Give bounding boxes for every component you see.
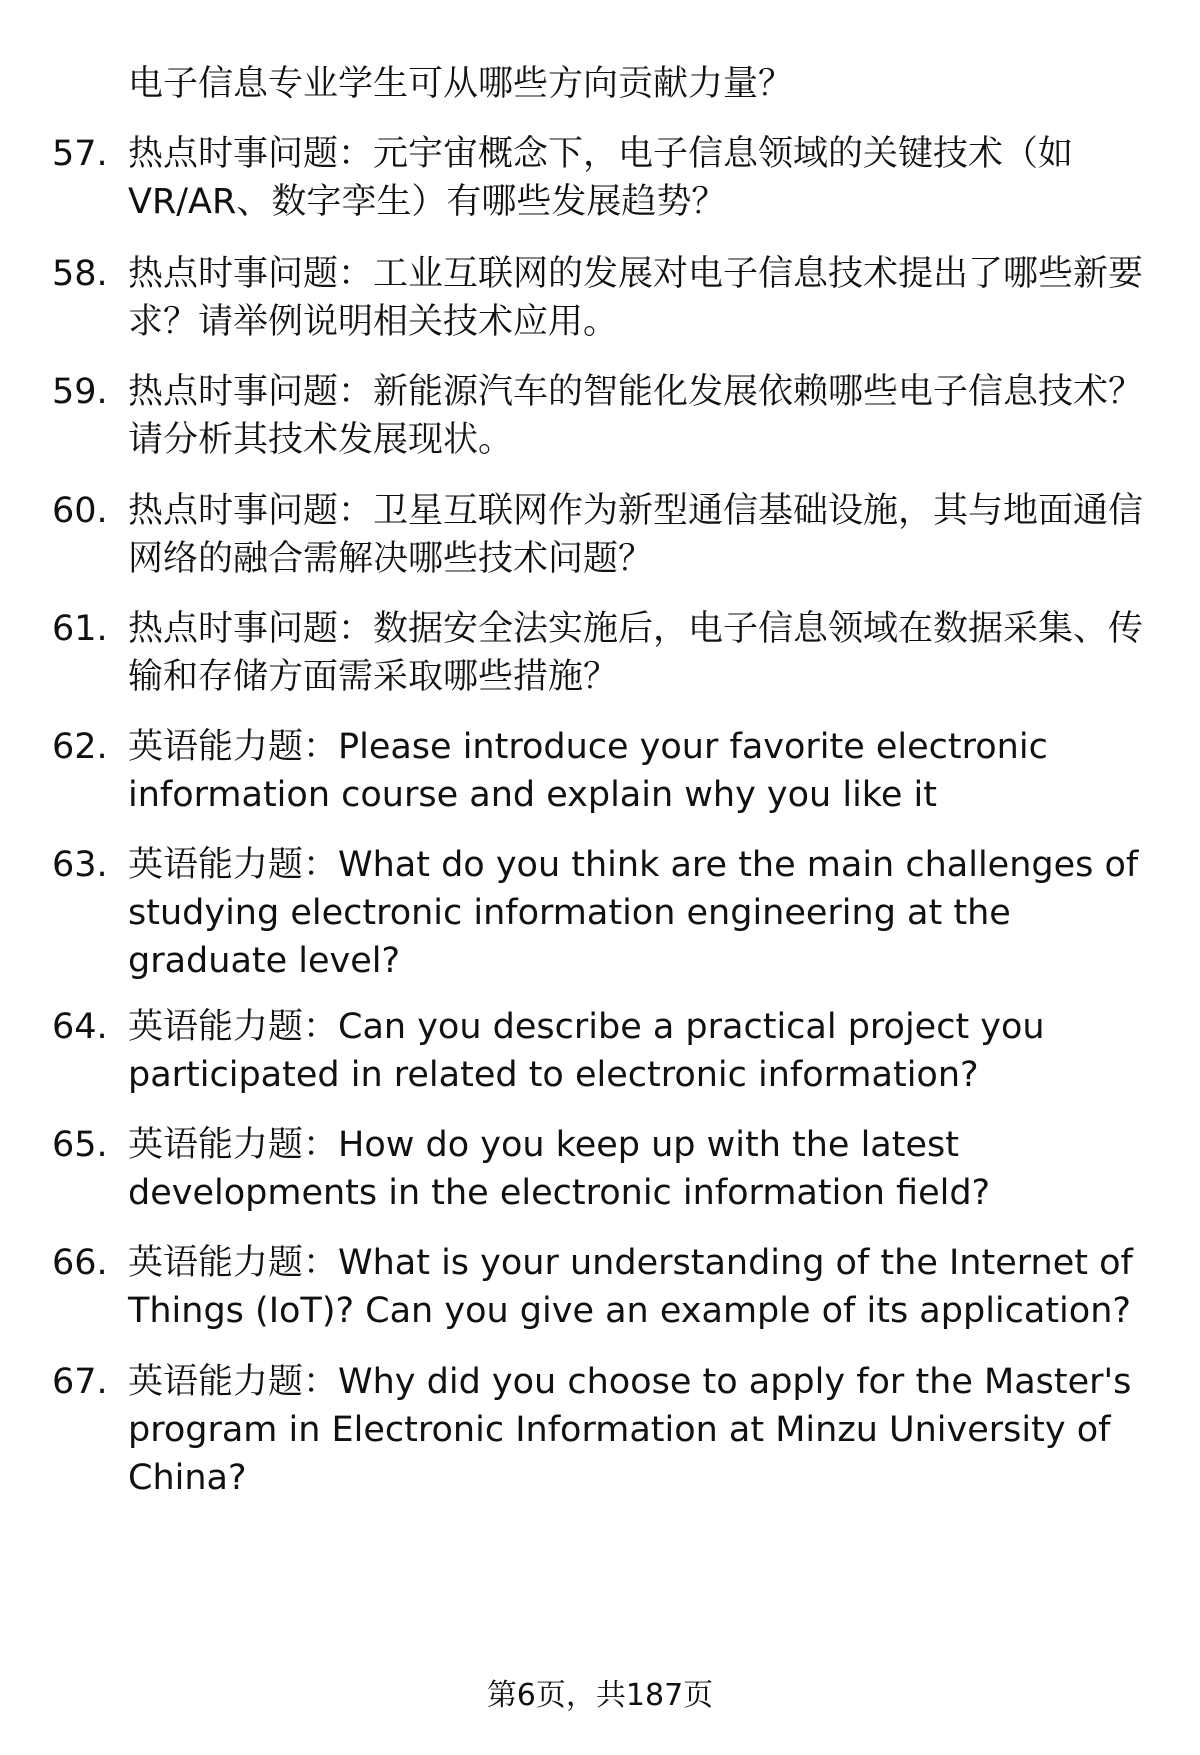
- question-text: 英语能力题：What is your understanding of the Internet of Things (IoT)? Can you give an example of its application?: [128, 1243, 1133, 1331]
- question-number: 66.: [52, 1243, 108, 1283]
- question-number: 64.: [52, 1007, 108, 1047]
- question-number: 61.: [52, 609, 108, 649]
- question-text: 英语能力题：Why did you choose to apply for the Master's program in Electronic Information at Minzu University of China?: [128, 1362, 1132, 1498]
- question-number: 59.: [52, 372, 108, 412]
- continued-question-text: 电子信息专业学生可从哪些方向贡献力量？: [128, 64, 794, 104]
- question-text: 热点时事问题：工业互联网的发展对电子信息技术提出了哪些新要求？请举例说明相关技术应用。: [128, 254, 1144, 342]
- question-text: 热点时事问题：新能源汽车的智能化发展依赖哪些电子信息技术？请分析其技术发展现状。: [128, 372, 1144, 460]
- question-number: 57.: [52, 134, 108, 174]
- question-number: 67.: [52, 1362, 108, 1402]
- question-number: 62.: [52, 727, 108, 767]
- question-number: 63.: [52, 845, 108, 885]
- question-text: 热点时事问题：元宇宙概念下，电子信息领域的关键技术（如VR/AR、数字孪生）有哪些发展趋势？: [128, 134, 1074, 222]
- question-number: 65.: [52, 1125, 108, 1165]
- question-text: 英语能力题：Can you describe a practical project you participated in related to electronic information?: [128, 1007, 1045, 1095]
- question-text: 英语能力题：What do you think are the main challenges of studying electronic information engineering at the graduate level?: [128, 845, 1139, 981]
- page-footer: 第6页，共187页: [486, 1678, 714, 1713]
- question-text: 英语能力题：How do you keep up with the latest developments in the electronic information field?: [128, 1125, 991, 1213]
- question-text: 英语能力题：Please introduce your favorite electronic information course and explain why you like it: [128, 727, 1048, 815]
- question-text: 热点时事问题：卫星互联网作为新型通信基础设施，其与地面通信网络的融合需解决哪些技术问题？: [128, 491, 1144, 579]
- question-number: 58.: [52, 254, 108, 294]
- question-number: 60.: [52, 491, 108, 531]
- question-text: 热点时事问题：数据安全法实施后，电子信息领域在数据采集、传输和存储方面需采取哪些措施？: [128, 609, 1144, 697]
